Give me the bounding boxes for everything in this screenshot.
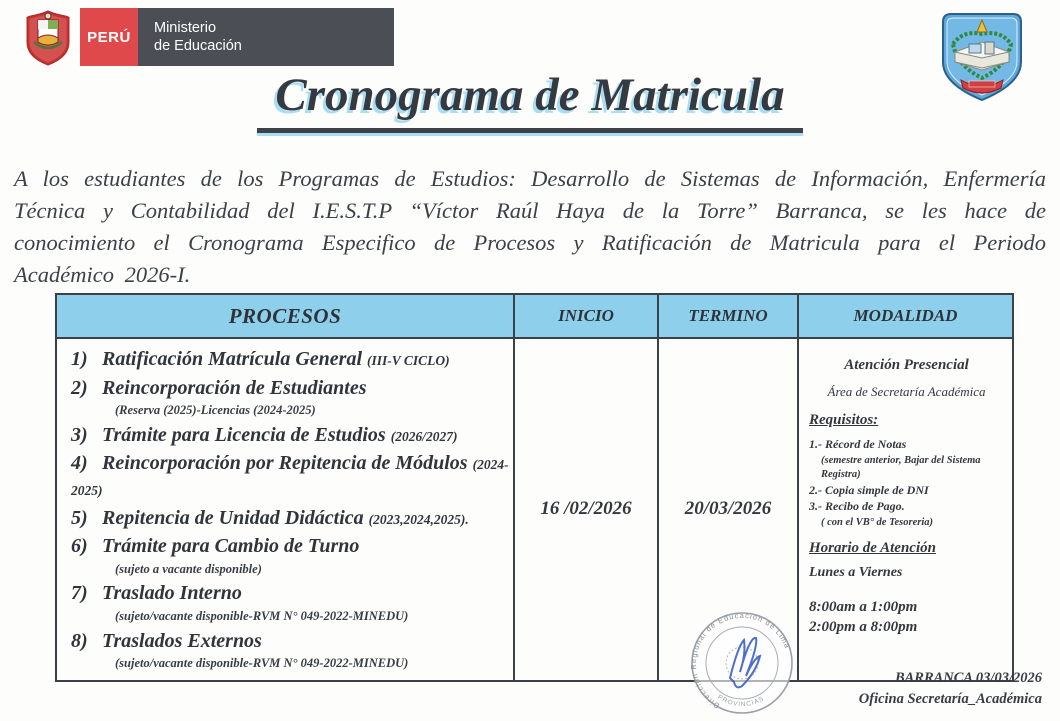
requisitos-list: [809, 437, 1004, 530]
termino-date: 20/03/2026: [684, 498, 772, 520]
process-number: 5): [71, 506, 88, 529]
process-number: 7): [71, 582, 88, 605]
modalidad-attention: Atención Presencial: [844, 357, 969, 373]
process-title: Repitencia de Unidad Didáctica: [102, 506, 364, 529]
peru-label: PERÚ: [80, 8, 138, 66]
header-procesos: PROCESOS: [56, 294, 514, 338]
header-termino: TERMINO: [658, 294, 798, 338]
ministry-line1: Ministerio: [154, 19, 217, 36]
process-item: [71, 581, 509, 607]
peru-coat-of-arms-icon: [22, 8, 74, 66]
page-title: Cronograma de Matricula: [257, 68, 802, 133]
footer-office: Oficina Secretaría_Académica: [858, 691, 1042, 708]
inicio-cell: [514, 338, 658, 681]
process-number: 1): [71, 348, 88, 370]
requisito-1: 1.- Récord de Notas: [809, 437, 907, 451]
process-title: Reincorporación por Repitencia de Módulos: [102, 452, 468, 475]
process-item: [71, 534, 509, 560]
process-note: (sujeto a vacante disponible): [115, 561, 262, 576]
table-header-row: [56, 294, 1013, 338]
requisito-3-sub: ( con el VB° de Tesoreria): [821, 517, 934, 529]
procesos-cell: [56, 338, 514, 681]
process-title: Trámite para Cambio de Turno: [102, 535, 360, 558]
requisito-1-sub2: Registra): [821, 469, 861, 481]
process-title: Reincorporación de Estudiantes: [102, 376, 367, 399]
process-suffix: (2026/2027): [390, 428, 458, 444]
footer-place-date: BARRANCA 03/03/2026: [894, 670, 1042, 686]
inicio-date: 16 /02/2026: [540, 498, 632, 520]
intro-paragraph: A los estudiantes de los Programas de Estudios: Desarrollo de Sistemas de Información, Enfermería Técnica y Contabilidad del I.E.S.T.P “Víctor Raúl Haya de la Torre” Barranca, se les hace de conocimiento el Cronograma Especifico de Procesos y Ratificación de Matricula para el Periodo Académico 2026-I.: [14, 166, 1046, 287]
process-title: Trámite para Licencia de Estudios: [102, 423, 386, 446]
svg-text:Dirección Regional de Educació: Dirección Regional de Educación de Lima: [688, 610, 793, 711]
process-item: [71, 506, 509, 532]
requisito-3: 3.- Recibo de Pago.: [809, 499, 905, 514]
process-title: Traslados Externos: [102, 629, 262, 652]
svg-text:PROVINCIAS: PROVINCIAS: [716, 693, 766, 709]
process-number: 2): [71, 376, 88, 399]
process-suffix: (2024-2025): [71, 457, 509, 498]
modalidad-area: Área de Secretaría Académica: [827, 384, 986, 399]
government-header: [22, 8, 394, 66]
process-item: [71, 347, 509, 373]
process-item: [71, 376, 509, 402]
process-title: Traslado Interno: [102, 582, 242, 605]
requisitos-title: Requisitos:: [809, 412, 879, 428]
process-item: [71, 451, 509, 502]
hours-morning: 8:00am a 1:00pm: [809, 598, 918, 615]
horario-title: Horario de Atención: [809, 539, 936, 556]
requisito-2: 2.- Copia simple de DNI: [809, 482, 929, 497]
document-title-wrap: [0, 68, 1060, 133]
process-note: (sujeto/vacante disponible-RVM N° 049-2022-MINEDU): [115, 656, 409, 671]
requisito-1-sub1: (semestre anterior, Bajar del Sistema: [821, 454, 981, 466]
ministry-line2: de Educación: [154, 38, 242, 54]
ministry-box: [138, 8, 394, 66]
modalidad-cell: [798, 338, 1013, 681]
process-number: 6): [71, 535, 88, 558]
table-body-row: [56, 338, 1013, 681]
process-suffix: (III-V CICLO): [367, 353, 450, 368]
process-suffix: (2023,2024,2025).: [368, 511, 469, 527]
process-item: [71, 629, 509, 655]
process-title: Ratificación Matrícula General: [102, 348, 362, 370]
attention-days: Lunes a Viernes: [809, 564, 903, 580]
hours-evening: 2:00pm a 8:00pm: [809, 618, 918, 635]
header-inicio: INICIO: [514, 294, 658, 338]
process-note: (Reserva (2025)-Licencias (2024-2025): [115, 403, 316, 418]
process-number: 4): [71, 452, 88, 475]
process-number: 3): [71, 423, 88, 446]
schedule-table: [55, 293, 1014, 682]
header-modalidad: MODALIDAD: [798, 294, 1013, 338]
process-number: 8): [71, 629, 88, 652]
process-item: [71, 423, 509, 449]
attention-hours: [809, 597, 1004, 638]
official-stamp-icon: [680, 606, 804, 721]
process-note: (sujeto/vacante disponible-RVM N° 049-2022-MINEDU): [115, 609, 409, 623]
